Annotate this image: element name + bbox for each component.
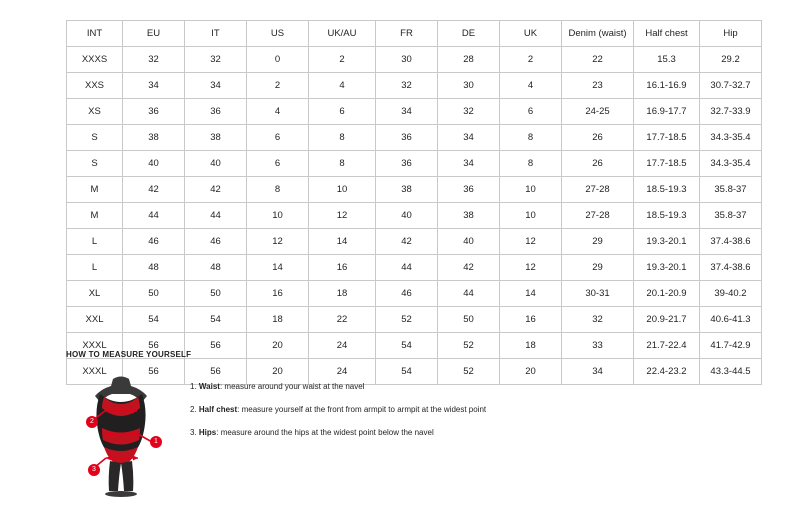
measure-note-number: 3.	[190, 428, 197, 437]
cell-int: XXXL	[67, 333, 123, 359]
cell-fr: 54	[376, 333, 438, 359]
cell-int: L	[67, 255, 123, 281]
cell-it: 50	[185, 281, 247, 307]
column-header-us: US	[247, 21, 309, 47]
measure-note-term: Half chest	[198, 405, 238, 414]
table-row	[67, 47, 762, 73]
column-header-fr: FR	[376, 21, 438, 47]
cell-de: 32	[438, 99, 500, 125]
table-row	[67, 99, 762, 125]
cell-hip: 35.8-37	[700, 177, 762, 203]
cell-int: S	[67, 125, 123, 151]
cell-it: 32	[185, 47, 247, 73]
cell-int: M	[67, 203, 123, 229]
cell-denim-waist: 24-25	[562, 99, 634, 125]
how-to-measure-section	[66, 350, 732, 498]
measure-note-term: Waist	[198, 382, 220, 391]
cell-fr: 52	[376, 307, 438, 333]
cell-uk: 10	[500, 203, 562, 229]
cell-eu: 48	[123, 255, 185, 281]
cell-uk: 16	[500, 307, 562, 333]
cell-fr: 44	[376, 255, 438, 281]
cell-de: 44	[438, 281, 500, 307]
cell-uk: 14	[500, 281, 562, 307]
measure-note-text: : measure yourself at the front from armpit to armpit at the widest point	[237, 405, 487, 414]
cell-int: M	[67, 177, 123, 203]
how-to-measure-body	[66, 373, 732, 498]
cell-de: 50	[438, 307, 500, 333]
cell-uk: 4	[500, 73, 562, 99]
cell-uk: 2	[500, 47, 562, 73]
table-row	[67, 203, 762, 229]
cell-half-chest: 20.1-20.9	[634, 281, 700, 307]
cell-int: XXL	[67, 307, 123, 333]
cell-hip: 43.3-44.5	[700, 359, 762, 385]
cell-int: L	[67, 229, 123, 255]
cell-fr: 36	[376, 125, 438, 151]
cell-denim-waist: 29	[562, 255, 634, 281]
table-row	[67, 307, 762, 333]
cell-denim-waist: 27-28	[562, 203, 634, 229]
table-header-row	[67, 21, 762, 47]
cell-half-chest: 16.9-17.7	[634, 99, 700, 125]
measure-note-half-chest	[190, 404, 486, 415]
cell-uk: 12	[500, 229, 562, 255]
cell-half-chest: 20.9-21.7	[634, 307, 700, 333]
cell-uk-au: 24	[309, 333, 376, 359]
size-table-container	[66, 20, 751, 385]
cell-us: 14	[247, 255, 309, 281]
cell-eu: 40	[123, 151, 185, 177]
cell-fr: 34	[376, 99, 438, 125]
cell-it: 56	[185, 333, 247, 359]
table-row	[67, 151, 762, 177]
measure-notes	[190, 373, 486, 450]
cell-uk-au: 8	[309, 151, 376, 177]
cell-fr: 36	[376, 151, 438, 177]
cell-it: 48	[185, 255, 247, 281]
cell-denim-waist: 26	[562, 125, 634, 151]
cell-hip: 32.7-33.9	[700, 99, 762, 125]
cell-fr: 46	[376, 281, 438, 307]
cell-uk-au: 8	[309, 125, 376, 151]
column-header-int: INT	[67, 21, 123, 47]
cell-us: 10	[247, 203, 309, 229]
cell-de: 28	[438, 47, 500, 73]
table-row	[67, 255, 762, 281]
cell-hip: 34.3-35.4	[700, 151, 762, 177]
cell-eu: 36	[123, 99, 185, 125]
cell-fr: 40	[376, 203, 438, 229]
cell-eu: 38	[123, 125, 185, 151]
table-row	[67, 281, 762, 307]
cell-it: 34	[185, 73, 247, 99]
cell-us: 18	[247, 307, 309, 333]
cell-uk-au: 24	[309, 359, 376, 385]
cell-hip: 29.2	[700, 47, 762, 73]
cell-uk: 12	[500, 255, 562, 281]
table-row	[67, 125, 762, 151]
cell-us: 20	[247, 333, 309, 359]
cell-denim-waist: 32	[562, 307, 634, 333]
cell-uk: 8	[500, 151, 562, 177]
column-header-it: IT	[185, 21, 247, 47]
cell-fr: 38	[376, 177, 438, 203]
mannequin-illustration	[66, 373, 176, 498]
measure-marker-2: 2	[86, 416, 98, 428]
cell-uk: 8	[500, 125, 562, 151]
cell-half-chest: 15.3	[634, 47, 700, 73]
cell-it: 54	[185, 307, 247, 333]
table-row	[67, 229, 762, 255]
cell-denim-waist: 26	[562, 151, 634, 177]
cell-us: 8	[247, 177, 309, 203]
cell-hip: 37.4-38.6	[700, 229, 762, 255]
measure-note-text: : measure around the hips at the widest point below the navel	[216, 428, 434, 437]
cell-eu: 54	[123, 307, 185, 333]
cell-half-chest: 16.1-16.9	[634, 73, 700, 99]
cell-int: XXXS	[67, 47, 123, 73]
column-header-denim-waist: Denim (waist)	[562, 21, 634, 47]
cell-hip: 41.7-42.9	[700, 333, 762, 359]
measure-marker-3: 3	[88, 464, 100, 476]
cell-it: 44	[185, 203, 247, 229]
cell-int: S	[67, 151, 123, 177]
cell-it: 56	[185, 359, 247, 385]
cell-half-chest: 18.5-19.3	[634, 177, 700, 203]
cell-denim-waist: 33	[562, 333, 634, 359]
cell-int: XXS	[67, 73, 123, 99]
cell-fr: 30	[376, 47, 438, 73]
cell-hip: 35.8-37	[700, 203, 762, 229]
cell-fr: 54	[376, 359, 438, 385]
measure-note-waist	[190, 381, 486, 392]
cell-int: XS	[67, 99, 123, 125]
cell-int: XXXL	[67, 359, 123, 385]
measure-note-number: 2.	[190, 405, 197, 414]
cell-half-chest: 21.7-22.4	[634, 333, 700, 359]
cell-denim-waist: 29	[562, 229, 634, 255]
cell-uk-au: 16	[309, 255, 376, 281]
cell-de: 34	[438, 151, 500, 177]
column-header-half-chest: Half chest	[634, 21, 700, 47]
cell-us: 0	[247, 47, 309, 73]
cell-uk-au: 6	[309, 99, 376, 125]
cell-hip: 34.3-35.4	[700, 125, 762, 151]
cell-uk-au: 2	[309, 47, 376, 73]
cell-it: 46	[185, 229, 247, 255]
cell-denim-waist: 34	[562, 359, 634, 385]
cell-us: 12	[247, 229, 309, 255]
table-body	[67, 47, 762, 385]
cell-fr: 42	[376, 229, 438, 255]
cell-eu: 56	[123, 359, 185, 385]
column-header-uk: UK	[500, 21, 562, 47]
cell-half-chest: 19.3-20.1	[634, 229, 700, 255]
cell-de: 52	[438, 359, 500, 385]
cell-it: 36	[185, 99, 247, 125]
mannequin-figure	[66, 373, 176, 498]
cell-de: 36	[438, 177, 500, 203]
column-header-eu: EU	[123, 21, 185, 47]
cell-eu: 32	[123, 47, 185, 73]
cell-hip: 37.4-38.6	[700, 255, 762, 281]
cell-uk: 10	[500, 177, 562, 203]
cell-uk-au: 10	[309, 177, 376, 203]
cell-eu: 50	[123, 281, 185, 307]
measure-note-text: : measure around your waist at the navel	[219, 382, 365, 391]
measure-note-term: Hips	[198, 428, 217, 437]
cell-uk-au: 22	[309, 307, 376, 333]
cell-eu: 34	[123, 73, 185, 99]
cell-denim-waist: 30-31	[562, 281, 634, 307]
cell-it: 40	[185, 151, 247, 177]
cell-half-chest: 17.7-18.5	[634, 125, 700, 151]
cell-eu: 42	[123, 177, 185, 203]
cell-half-chest: 17.7-18.5	[634, 151, 700, 177]
cell-hip: 39-40.2	[700, 281, 762, 307]
cell-us: 16	[247, 281, 309, 307]
cell-us: 6	[247, 151, 309, 177]
cell-de: 40	[438, 229, 500, 255]
cell-hip: 30.7-32.7	[700, 73, 762, 99]
cell-us: 20	[247, 359, 309, 385]
table-row	[67, 177, 762, 203]
cell-hip: 40.6-41.3	[700, 307, 762, 333]
cell-denim-waist: 27-28	[562, 177, 634, 203]
cell-de: 38	[438, 203, 500, 229]
cell-denim-waist: 23	[562, 73, 634, 99]
cell-eu: 56	[123, 333, 185, 359]
measure-note-number: 1.	[190, 382, 197, 391]
cell-de: 52	[438, 333, 500, 359]
measure-note-hips	[190, 427, 486, 438]
cell-uk: 20	[500, 359, 562, 385]
cell-uk-au: 12	[309, 203, 376, 229]
cell-de: 42	[438, 255, 500, 281]
cell-uk-au: 4	[309, 73, 376, 99]
cell-us: 2	[247, 73, 309, 99]
cell-us: 4	[247, 99, 309, 125]
cell-de: 30	[438, 73, 500, 99]
cell-uk-au: 18	[309, 281, 376, 307]
cell-us: 6	[247, 125, 309, 151]
table-row	[67, 73, 762, 99]
cell-eu: 46	[123, 229, 185, 255]
column-header-uk-au: UK/AU	[309, 21, 376, 47]
cell-half-chest: 19.3-20.1	[634, 255, 700, 281]
size-conversion-table	[66, 20, 762, 385]
cell-de: 34	[438, 125, 500, 151]
cell-it: 38	[185, 125, 247, 151]
cell-uk: 18	[500, 333, 562, 359]
cell-fr: 32	[376, 73, 438, 99]
column-header-hip: Hip	[700, 21, 762, 47]
cell-denim-waist: 22	[562, 47, 634, 73]
cell-half-chest: 22.4-23.2	[634, 359, 700, 385]
measure-marker-1: 1	[150, 436, 162, 448]
cell-int: XL	[67, 281, 123, 307]
cell-uk: 6	[500, 99, 562, 125]
cell-eu: 44	[123, 203, 185, 229]
table-header	[67, 21, 762, 47]
column-header-de: DE	[438, 21, 500, 47]
cell-half-chest: 18.5-19.3	[634, 203, 700, 229]
cell-it: 42	[185, 177, 247, 203]
cell-uk-au: 14	[309, 229, 376, 255]
how-to-measure-title: HOW TO MEASURE YOURSELF	[66, 350, 192, 359]
